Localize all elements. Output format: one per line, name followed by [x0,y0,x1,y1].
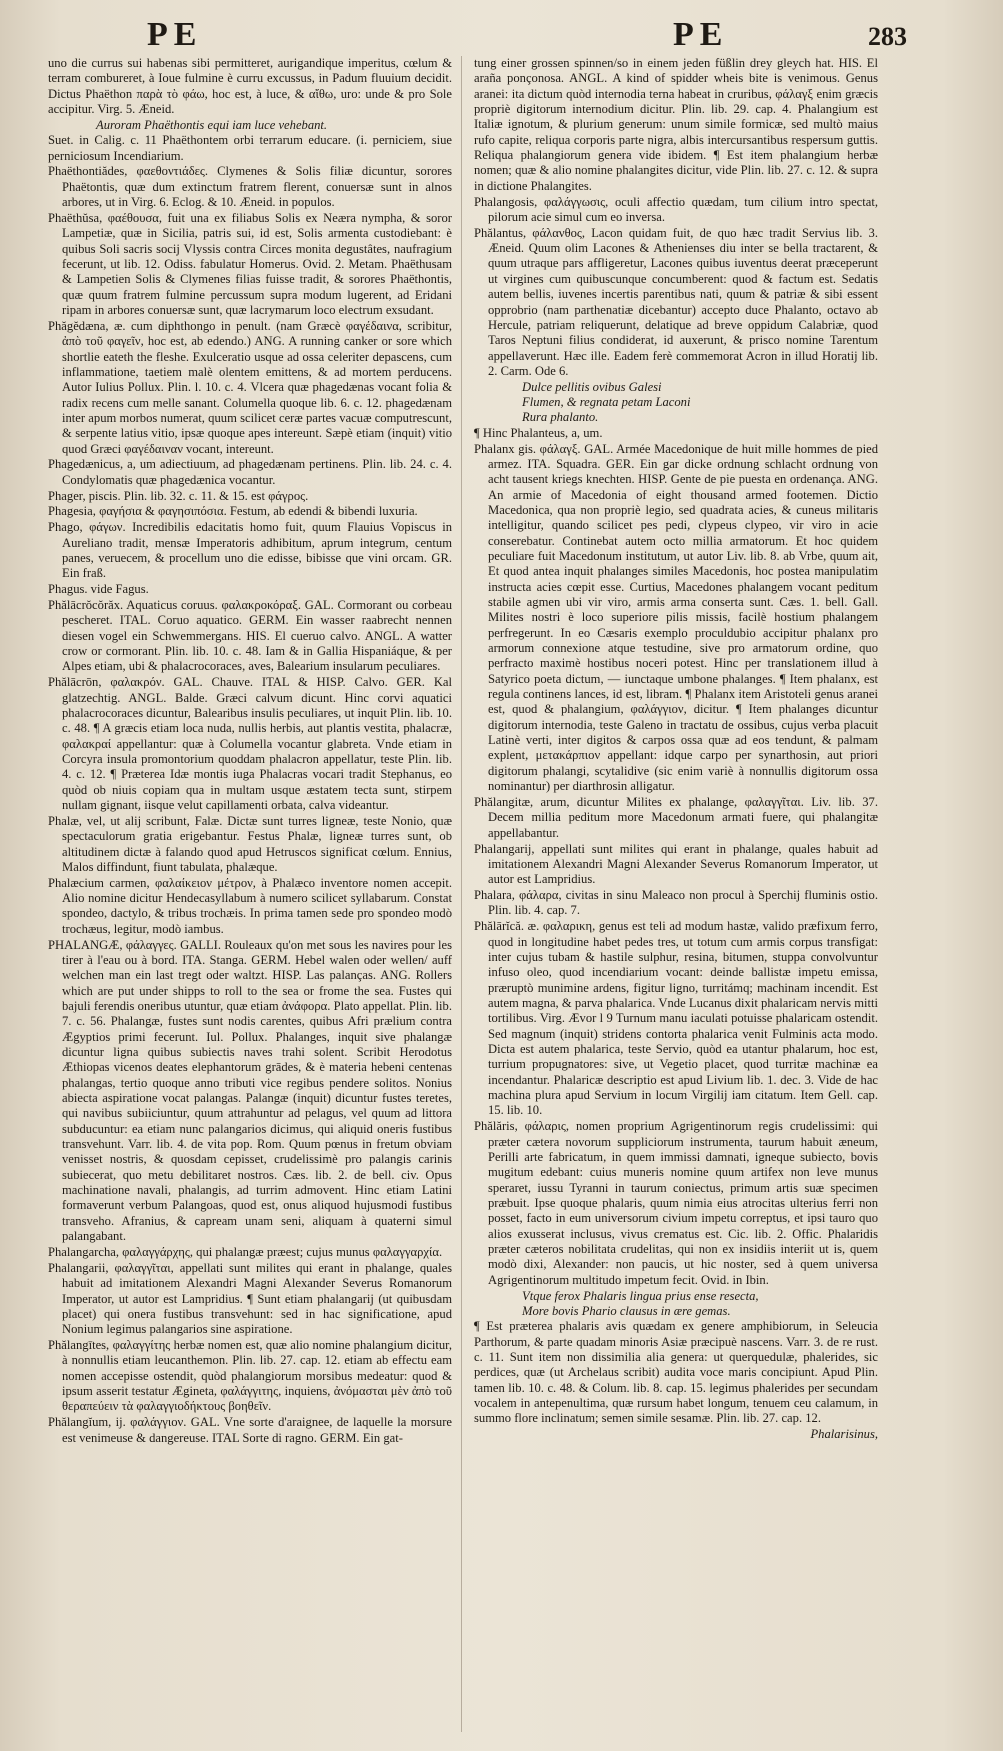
verse-quotation: Vtque ferox Phalaris lingua prius ense resecta, [522,1288,759,1303]
dictionary-entry: Phălācrŏcŏrăx. Aquaticus coruus. φαλακροκόραξ. GAL. Cormorant ou corbeau pescheret. ITAL. Coruo aquatico. GERM. Ein wasser raabrecht nennen diesen vogel ein Schwemmergans. HIS. El cueruo calvo. ANGL. A watter crow or cormorant. Plin. lib. 10. c. 48. Iam & in Gallia Hispaniáque, & per Alpes etiam, ubi & phalacrocoraces, aves, Balearium insularum peculiares. [48,598,452,674]
dictionary-entry: Phalæ, vel, ut alij scribunt, Falæ. Dictæ sunt turres ligneæ, teste Nonio, quæ spectaculorum gratia erigebantur. Festus Phalæ, ligneæ turres sunt, ob altitudinem dictæ à falando quod apud Hetruscos significat cœlum. Ennius, Malos diffindunt, fiunt tabulata, phalæque. [48,813,452,874]
dictionary-entry: Phalangarii, φαλαγγῖται, appellati sunt milites qui erant in phalange, quales habuit ad imitationem Alexandri Magni Alexander Severus Romanorum Imperator, ut autor est Lampridius. ¶ Sunt etiam phalangarij (ut quibusdam placet) qui onera fustibus transvehunt: sed in hac significatione, apud Nonium legimus palangarios sine aspiratione. [48,1260,452,1337]
entry-continuation: uno die currus sui habenas sibi permitteret, aurigandique imperitus, cœlum & terram combureret, à Ioue fulmine è curru excussus, in Padum fluuium decidit. Dictus Phaëthon παρὰ τὸ φάω, hoc est, à luce, & αἴθω, uro: unde & pro Sole accipitur. Virg. 5. Æneid. [48,56,452,117]
entry-continuation: ¶ Est præterea phalaris avis quædam ex genere amphibiorum, in Seleucia Parthorum, & parte quadam minoris Asiæ præcipuè nascens. Varr. 3. de re rust. c. 11. Sunt item non dissimilia alia genera: ut querquedulæ, phalerides, sic perdices, quæ (ut Archelaus scribit) audita voce maris concipiunt. Apud Plin. tamen lib. 10. c. 48. & Colum. lib. 8. cap. 15. legimus phalerides per secundam vocalem in antepenultima, quæ rursum habet longum, tenuem ceu calamum, in summo flore inclinatum; semen simile sesamæ. Plin. lib. 27. cap. 12. [474,1319,878,1426]
running-head [0,18,1003,52]
left-column [48,56,452,1732]
dictionary-entry: Phălăris, φάλαρις, nomen proprium Agrigentinorum regis crudelissimi: qui præter cætera novorum suppliciorum instrumenta, taurum habuit æneum, Perilli arte fabricatum, in quem immissi damnati, igneque subiecto, bovis mugitum edebant: cuius muneris nomine quum artifex non leve munus speraret, iussu Tyranni in taurum coniectus, primum artis suæ specimen præbuit. Ipse quoque phalaris, quum nimia eius atrocitas ulterius ferri non posset, facto in eum universorum civium impetu correptus, et ipsi tauro quo alios exusserat inclusus, vivus crematus est. Cic. lib. 2. Offic. Phalaridis præter cæteros nobilitata crudelitas, qui non ex insidiis interiit ut is, quem modò dixi, Alexander: non paucis, ut hic noster, sed à quem universa Agrigentinorum multitudo impetum fecit. Ovid. in Ibin. [474,1119,878,1287]
dictionary-entry: Phalangosis, φαλάγγωσις, oculi affectio quædam, tum cilium intro spectat, pilorum acie simul cum eo inversa. [474,194,878,224]
dictionary-entry: Phagesia, φαγήσια & φαγησιπόσια. Festum, ab edendi & bibendi luxuria. [48,504,418,519]
dictionary-entry: Phalangarij, appellati sunt milites qui erant in phalange, quales habuit ad imitationem Alexandri Magni Alexander Severus Romanorum Imperator, ut autor est Lampridius. [474,841,878,887]
verse-quotation: More bovis Phario clausus in ære gemas. [522,1303,731,1318]
dictionary-entry: Phălangītes, φαλαγγίτης herbæ nomen est, quæ alio nomine phalangium dicitur, à nonnullis etiam leucanthemon. Plin. lib. 27. cap. 12. etiam ab effectu eam nomen accepisse ostendit, quòd phalangiorum morsibus medeatur: quod & ipsum asserit testatur Ægineta, φαλάγγιτης, inquiens, ἀνόμασται μὲν ἀπὸ τοῦ θεραπεύειν τὰ φαλαγγιοδήκτους βοηθεῖν. [48,1338,452,1414]
dictionary-entry: Phălārĭcă. æ. φαλαρικη, genus est teli ad modum hastæ, valido præfixum ferro, quod in longitudine habet pedes tres, ut totum cum armis corpus transfigat: inter cujus tubam & hastile sulphur, resina, bitumen, stuppa convolvuntur infuso oleo, quod incendiarium vocant: deinde ballistæ impetu emissa, præruptò munimine ardens, figitur ligno, turritámq; machinam incendit. Est autem magna, & parva phalarica. Vnde Lucanus dixit phalaricam nervis mitti tortilibus. Virg. Ævor l 9 Turnum manu iaculati potuisse phalaricam ostendit. Sed magnum (inquit) stridens contorta phalarica venit Fulminis acta modo. Dicta est autem phalarica, teste Servio, quòd ea utantur phalarum, hoc est, turrium propugnatores: sive, ut Vegetio placet, quod turritæ machinæ ea incendantur. Phalaricæ descriptio est apud Livium lib. 1. dec. 3. Vide de hac machina plura apud Servium in locum Virgilij iam citatum. Item Gell. cap. 15. lib. 10. [474,919,878,1118]
dictionary-entry: Phălangĭum, ij. φαλάγγιον. GAL. Vne sorte d'araignee, de laquelle la morsure est venimeuse & dangereuse. ITAL Sorte di ragno. GERM. Ein gat- [48,1415,452,1445]
dictionary-entry: Phaëthontiădes, φαεθοντιάδες. Clymenes & Solis filiæ dicuntur, sorores Phaëtontis, quæ dum extinctum fratrem flerent, conuersæ sunt in alnos arbores, ut in Virg. 6. Eclog. & 10. Æneid. in populos. [48,164,452,210]
right-column [474,56,878,1732]
dictionary-entry: Phagedænicus, a, um adiectiuum, ad phagedænam pertinens. Plin. lib. 24. c. 4. Condylomatis quæ phagedænica vocantur. [48,457,452,487]
dictionary-entry: Phăgĕdæna, æ. cum diphthongo in penult. (nam Græcè φαγέδαινα, scribitur, ἀπὸ τοῦ φαγεῖν, hoc est, ab edendo.) ANG. A running canker or sore which shortlie eateth the fleshe. Exulceratio usque ad ossa celeriter depascens, cum inflammatione, taetiem malè olentem emittens, & ad mortem perducens. Autor Iulius Pollux. Plin. l. 10. c. 4. Vlcera quæ phagedænas vocant folia & radix recens cum melle sanant. Columella quoque lib. 6. c. 12. phagedænam inter apum morbos numerat, quum scilicet ceræ partes vacuæ computrescunt, & serpente latius vitio, ipsæ quoque apes intereunt. Sæpè etiam (inquit) vitio quod Græci φαγέδαιναν vocant, intereunt. [48,318,452,456]
page-number: 283 [868,22,907,51]
running-head-right: PE [673,16,729,53]
dictionary-entry: Phălācrōn, φαλακρόν. GAL. Chauve. ITAL & HISP. Calvo. GER. Kal glatzechtig. ANGL. Balde. Græci calvum dicunt. Hinc corvi aquatici phalacrocoraces dicuntur, Balearibus insulis peculiares, ut inquit Plin. lib. 10. c. 48. ¶ A græcis etiam loca nuda, nullis herbis, aut plantis vestita, phalacræ, φαλακραί appellantur: quæ à Columella vocantur glabreta. Vnde etiam in Corcyra insula promontorium quoddam phalacron appellatur, teste Plin. lib. 4. c. 12. ¶ Præterea Idæ montis iuga Phalacras vocari tradit Stephanus, eo quòd ob niuis copiam qua in multam usque æstatem tecta sunt, stirpem nullam gignant, iisque velut capillamenti orbata, calva videantur. [48,675,452,812]
running-head-left: PE [147,16,203,53]
dictionary-entry: Phaëthŭsa, φαέθουσα, fuit una ex filiabus Solis ex Neæra nympha, & soror Lampetiæ, quæ in Sicilia, patris sui, id est, Solis armenta custodiebant: è quibus Soli sacris socij Vlyssis contra Circes monita degustâtes, naufragium fecerunt, ut lib. 12. Odiss. fabulatur Homerus. Ovid. 2. Metam. Phaëthusam & Lampetien Solis & Clymenes filias fuisse tradit, & sorores Phaëthontis, quæ quum fratrem fulmine percussum supra modum lugerent, ad Eridani ripam in arbores conuersæ sunt, quæ lacrymarum loco electrum exsudant. [48,210,452,317]
dictionary-entry: PHALANGÆ, φάλαγγες. GALLI. Rouleaux qu'on met sous les navires pour les tirer à l'eau ou à bord. ITA. Stanga. GERM. Hebel walen oder wellen/ auff welchen man ein last tregt oder waltzt. HISP. Las palanças. ANG. Rollers which are put under shipps to roll to the sea or frome the sea. Fustes qui bajuli ferendis oneribus utuntur, quæ etiam ἀνάφορα. Plato appellat. Plin. lib. 7. c. 56. Phalangæ, fustes sunt nodis carentes, quibus Afri prælium contra Ægyptios primi fecerunt. Iul. Pollux. Phalanges, inquit sive phalangæ dicuntur ligna quibus subiectis naves trahi solent. Scribit Herodotus Æthiopas vicenos deates elephantorum grādes, & è materia hebeni centenas phalangas, tertio quoque anno tributi vice regibus pendere solitos. Nonius abiecta aspiratione vocat palangas. Palangæ (inquit) dicuntur fustes teretes, qui navibus subiiciuntur, quum attrahuntur ad pelagus, vel quum ad littora subducuntur: ea etiam nunc palangarios dicimus, qui aliquid oneris fustibus transvehunt. Varr. lib. 4. de vita pop. Rom. Quum pœnus in fretum obviam venisset nostris, & quosdam cepisset, crudelissimè pro palangis carinis subiecerat, quo metu debilitaret nostros. Cæs. lib. 2. de bell. civ. Opus machinatione navali, phalangis, ad turrim admovent. Hinc etiam Latini formaverunt verbum Palangoas, quod est, onus aliquod hujusmodi fustibus transveho. Afranius, & capream unam seni, aliquam à quaterni simul palangabant. [48,937,452,1244]
entry-continuation: tung einer grossen spinnen/so in einem jeden füßlin drey gleych hat. HIS. El araña ponçonosa. ANGL. A kind of spidder wheis bite is venimous. Genus aranei: ita dictum quòd internodia terna habeat in cruribus, φάλαγξ enim græcis propriè digitorum internodium dicitur. Plin. lib. 29. cap. 4. Phalangium est Italiæ ignotum, & plurium generum: unum simile formicæ, sed multò maius rufo capite, reliqua corporis parte nigra, albis intercursantibus respersum guttis. Reliqua phalangiorum genera vide ibidem. ¶ Est item phalangium herbæ nomen; quæ & alio nomine phalangites dicitur, vide Plin. lib. 27. c. 12. & supra in dictione Phalangites. [474,56,878,193]
verse-quotation: Rura phalanto. [522,410,599,425]
verse-quotation: Auroram Phaëthontis equi iam luce vehebant. [96,117,328,132]
catchword: Phalarisinus, [810,1427,878,1442]
dictionary-entry: Phălantus, φάλανθος, Lacon quidam fuit, de quo hæc tradit Servius lib. 3. Æneid. Quum olim Lacones & Athenienses diu inter se bella tractarent, & quum utraque pars affligeretur, Lacones quibus iuventus deerat præceperunt ut virgines cum quibuscunque concumberent: quod & factum est. Sedatis autem bellis, iuvenes incertis parentibus nati, quum & patriæ & sibi essent opprobrio (nam parthenatiæ dicebantur) accepto duce Phalanto, octavo ab Hercule, patriam reliquerunt, delatique ad breve oppidum Calabriæ, quod Taros Neptuni filius condiderat, id auxerunt, & prisco nomine Tarentum appellaverunt. Hæc ille. Eadem ferè commemorat Acron in illud Horatij lib. 2. Carm. Ode 6. [474,225,878,378]
column-divider [461,56,462,1732]
dictionary-entry: Phalæcium carmen, φαλαίκειον μέτρον, à Phalæco inventore nomen accepit. Alio nomine dicitur Hendecasyllabum à numero scilicet syllabarum. Constat spondeo, dactylo, & tribus trochæis. In prima tamen sede pro spondeo modò trochæus, legitur, modò iambus. [48,875,452,936]
dictionary-entry: Phager, piscis. Plin. lib. 32. c. 11. & 15. est φάγρος. [48,488,309,503]
verse-quotation: Dulce pellitis ovibus Galesi [522,379,662,394]
dictionary-entry: Phagus. vide Fagus. [48,582,149,597]
dictionary-entry: Phălangitæ, arum, dicuntur Milites ex phalange, φαλαγγῖται. Liv. lib. 37. Decem millia peditum more Macedonum armati fuere, qui phalangitæ appellabantur. [474,795,878,840]
dictionary-entry: Phago, φάγων. Incredibilis edacitatis homo fuit, quum Flauius Vopiscus in Aureliano tradit, mensæ Imperatoris adhibitum, aprum integrum, centum panes, veruecem, & procellum uno die edisse, bibisse que vini orcam. GR. Ein fraß. [48,520,452,581]
verse-quotation: Flumen, & regnata petam Laconi [522,395,691,410]
entry-continuation: Suet. in Calig. c. 11 Phaëthontem orbi terrarum educare. (i. perniciem, siue perniciosum Incendiarium. [48,133,452,163]
dictionary-entry: Phalara, φάλαρα, civitas in sinu Maleaco non procul à Sperchij fluminis ostio. Plin. lib. 4. cap. 7. [474,888,878,918]
entry-continuation: ¶ Hinc Phalanteus, a, um. [474,425,603,440]
dictionary-entry: Phalanx gis. φάλαγξ. GAL. Armée Macedonique de huit mille hommes de pied armez. ITA. Squadra. GER. Ein gar dicke ordnung schlacht ordnung von acht tausent kriegs knechten. HISP. Gente de pie puesta en ordenança. ANG. An armie of Macedonia of eight thousand armed footemen. Dictio Macedonica, qua non propriè legio, sed quadrata acies, & cuneus militaris intelligitur, quando scilicet pes pedi, clypeus clypeo, vir viro in acie conserebatur. Continebat autem octo millia armatorum. Et hoc quidem peculiare fuit Macedonum institutum, ut autor Liv. lib. 8. ab Vrbe, quum ait, Et quod antea inquit phalanges similes Macedonis, hoc postea manipulatim instructa acies cœpit esse. Curtius, Macedones phalangem vocant peditum stabile agmen ubi vir viro, armis arma conserta sunt. Cæs. 1. bell. Gall. Milites nostri è loco superiore pilis missis, facilè hostium phalangem perfregerunt. In eo Cæsaris exemplo proculdubio accipitur phalanx pro armorum connexione atque testudine, sive pro armatorum ordine, quo perfracto maximè hostibus noceri potest. Hinc per translationem illud à Satyrico poeta dictum, — iunctaque umbone phalanges. ¶ Item phalanx, est regula continens lances, id est, libram. ¶ Phalanx item Aristoteli genus aranei est, quod & phalangium, φαλάγγιον, dicitur. ¶ Item phalanges dicuntur digitorum internodia, teste Galeno in tractatu de ossibus, cujus verba placuit Latinè verti, inter digitos & carpos ossa quæ ad eos tendunt, & palmam explent, μετακάρπιον appellant: idque carpo per synarthosin, aut priori digitorum phalangi, scytalidive (sic enim variè à nonnullis digitorum ossa nominantur) per diarthrosin alligatur. [474,441,878,794]
dictionary-entry: Phalangarcha, φαλαγγάρχης, qui phalangæ præest; cujus munus φαλαγγαρχία. [48,1244,443,1259]
